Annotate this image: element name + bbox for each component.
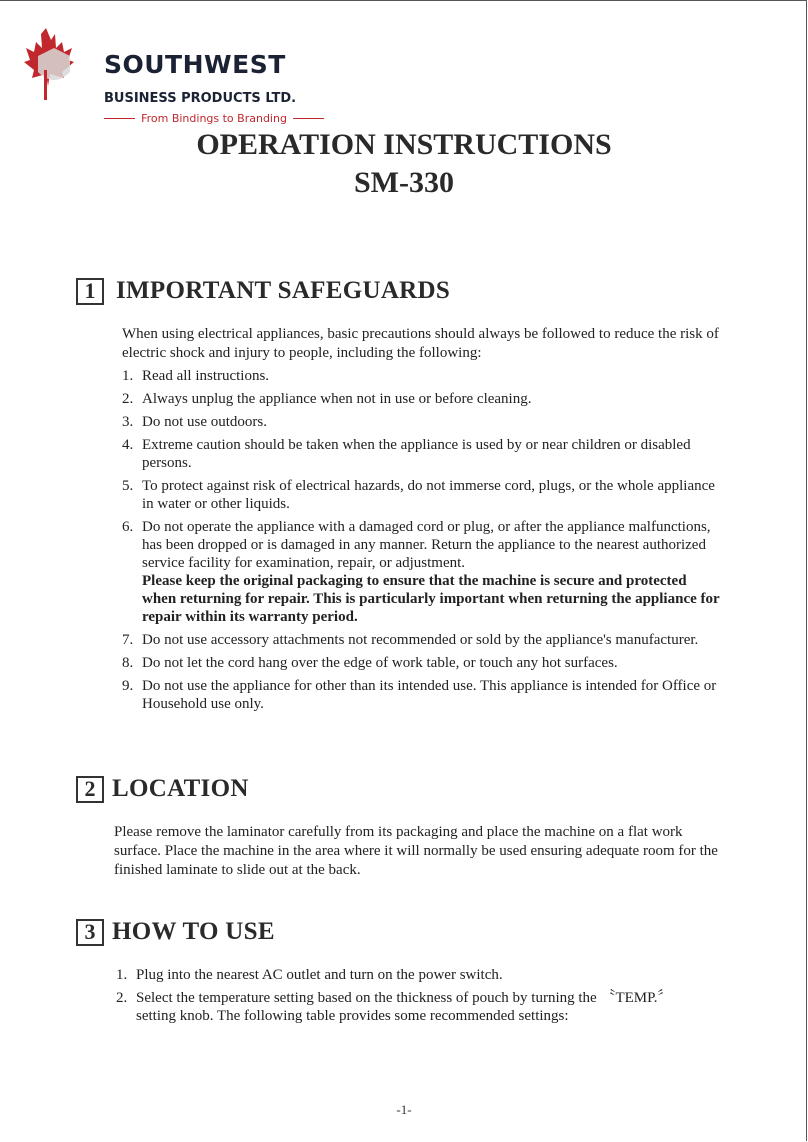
section-title: HOW TO USE (112, 918, 275, 945)
list-item: 2. Select the temperature setting based on the thickness of pouch by turning the 〝TEMP.〞 setting knob. The following table provides some recommended settings: (116, 990, 673, 1024)
safeguards-list (122, 367, 722, 718)
tagline-rule-right (293, 118, 324, 119)
how-to-use-list (116, 966, 716, 1030)
list-item: 4. Extreme caution should be taken when the appliance is used by or near children or disabled persons. (122, 437, 691, 471)
list-item: 7. Do not use accessory attachments not recommended or sold by the appliance's manufacturer. (122, 632, 699, 648)
list-item: 1. Plug into the nearest AC outlet and turn on the power switch. (116, 967, 503, 983)
tagline-rule-left (104, 118, 135, 119)
maple-leaf-icon (24, 26, 80, 102)
list-item: 3. Do not use outdoors. (122, 414, 267, 430)
section-title: LOCATION (112, 775, 249, 802)
section-how-to-use-heading (76, 918, 275, 946)
title-line-1: OPERATION INSTRUCTIONS (196, 128, 612, 161)
page-number: -1- (396, 1102, 412, 1117)
brand-tagline (104, 112, 324, 125)
section-number-box: 2 (76, 776, 104, 803)
title-model: SM-330 (354, 166, 454, 199)
document-title (0, 126, 808, 202)
location-text: Please remove the laminator carefully from its packaging and place the machine on a flat work surface. Place the machine in the area where it will normally be used ensuring adequate room for the finished laminate to slide out at the back. (114, 824, 718, 878)
company-logo (24, 26, 314, 125)
section-number-box: 1 (76, 278, 104, 305)
brand-name: SOUTHWEST (104, 50, 286, 79)
list-item: 2. Always unplug the appliance when not in use or before cleaning. (122, 391, 532, 407)
section-location-heading (76, 775, 249, 803)
section-number-box: 3 (76, 919, 104, 946)
list-item: 8. Do not let the cord hang over the edge of work table, or touch any hot surfaces. (122, 655, 618, 671)
list-item: 6. Do not operate the appliance with a damaged cord or plug, or after the appliance malfunctions, has been dropped or is damaged in any manner. Return the appliance to the nearest authorized service facility for examination, repair, or adjustment. Please keep the original packaging to ensure that the machine is secure and protected when returning for repair. This is particularly important when returning the appliance for repair within its warranty period. (122, 518, 722, 626)
section-safeguards-heading (76, 277, 450, 305)
list-item: 1. Read all instructions. (122, 368, 270, 384)
section-title: IMPORTANT SAFEGUARDS (116, 277, 451, 304)
warranty-warning: Please keep the original packaging to ensure that the machine is secure and protected when returning for repair. This is particularly important when returning the appliance for repair within its warranty period. (142, 573, 720, 625)
safeguards-intro: When using electrical appliances, basic precautions should always be followed to reduce the risk of electric shock and injury to people, including the following: (122, 326, 719, 361)
brand-subtitle: BUSINESS PRODUCTS LTD. (104, 91, 297, 106)
tagline-text: From Bindings to Branding (141, 112, 287, 125)
list-item: 5. To protect against risk of electrical hazards, do not immerse cord, plugs, or the whole appliance in water or other liquids. (122, 478, 715, 512)
list-item: 9. Do not use the appliance for other than its intended use. This appliance is intended for Office or Household use only. (122, 678, 717, 712)
